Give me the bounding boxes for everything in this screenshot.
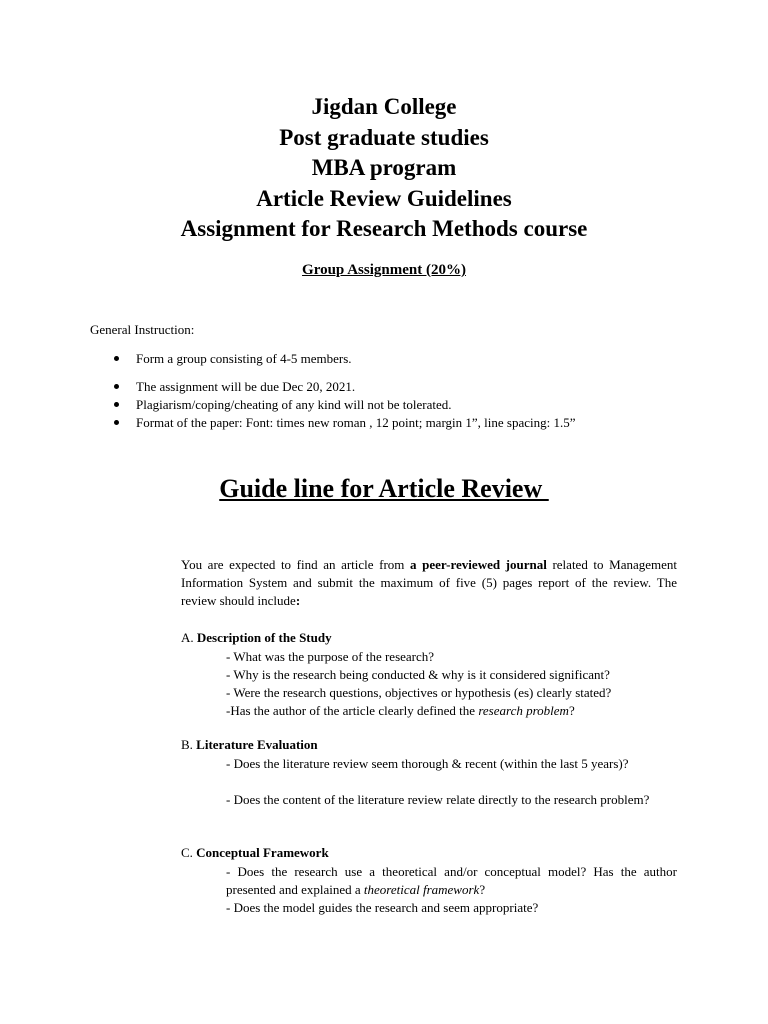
peer-reviewed-emphasis: a peer-reviewed journal bbox=[410, 557, 547, 572]
section-a-question: - Why is the research being conducted & why is it considered significant? bbox=[226, 667, 610, 682]
section-c-heading: C. Conceptual Framework bbox=[181, 845, 329, 860]
intro-paragraph: You are expected to find an article from a peer-reviewed journal related to Management Information System and submit the maximum of five (5) pages report of the review. The review should include: bbox=[181, 557, 677, 608]
bullet-icon bbox=[114, 420, 119, 425]
general-instruction-label: General Instruction: bbox=[90, 322, 195, 337]
section-a-question: -Has the author of the article clearly defined the research problem? bbox=[226, 703, 575, 718]
program-name: MBA program bbox=[311, 155, 457, 180]
section-a-question: - Were the research questions, objectives or hypothesis (es) clearly stated? bbox=[226, 685, 612, 700]
section-c-question: - Does the research use a theoretical and/or conceptual model? Has the author presented and explained a theoretical framework? bbox=[226, 864, 677, 897]
section-a-heading: A. Description of the Study bbox=[181, 630, 332, 645]
instruction-list bbox=[108, 350, 576, 432]
list-item: Format of the paper: Font: times new roman , 12 point; margin 1”, line spacing: 1.5” bbox=[108, 414, 576, 432]
course-assignment-title: Assignment for Research Methods course bbox=[180, 216, 588, 241]
bullet-icon bbox=[114, 402, 119, 407]
document-title bbox=[0, 92, 768, 245]
section-c-question: - Does the model guides the research and seem appropriate? bbox=[226, 900, 539, 915]
bullet-icon bbox=[114, 384, 119, 389]
guide-heading: Guide line for Article Review bbox=[219, 474, 549, 503]
section-b-question: - Does the content of the literature review relate directly to the research problem? bbox=[226, 792, 650, 807]
section-b-question: - Does the literature review seem thorough & recent (within the last 5 years)? bbox=[226, 756, 629, 771]
list-item: The assignment will be due Dec 20, 2021. bbox=[108, 378, 576, 396]
list-item: Plagiarism/coping/cheating of any kind will not be tolerated. bbox=[108, 396, 576, 414]
studies-level: Post graduate studies bbox=[279, 124, 489, 150]
guidelines-title: Article Review Guidelines bbox=[256, 185, 512, 211]
list-item: Form a group consisting of 4-5 members. bbox=[108, 350, 576, 378]
section-a-question: - What was the purpose of the research? bbox=[226, 649, 435, 664]
bullet-icon bbox=[114, 356, 119, 361]
college-name: Jigdan College bbox=[311, 94, 457, 119]
group-assignment-heading: Group Assignment (20%) bbox=[302, 262, 466, 278]
section-b-heading: B. Literature Evaluation bbox=[181, 737, 318, 752]
